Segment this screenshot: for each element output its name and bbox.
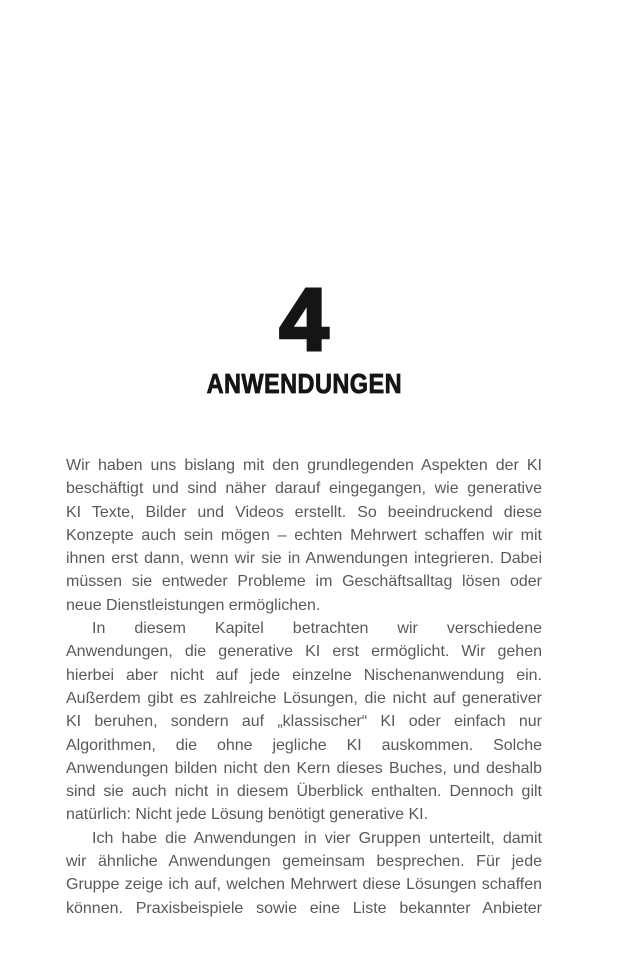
text-line: neue Dienstleistungen ermöglichen. bbox=[66, 596, 321, 614]
text-line: hierbei aber nicht auf jede einzelne Nischenanwendung ein. bbox=[66, 666, 542, 684]
chapter-title-text: ANWENDUNGEN bbox=[206, 368, 402, 399]
text-line: können. Praxisbeispiele sowie eine Liste bekannter Anbieter bbox=[66, 899, 542, 917]
body-text bbox=[66, 454, 542, 920]
text-line: KI beruhen, sondern auf „klassischer“ KI oder einfach nur bbox=[66, 713, 542, 731]
text-line: Anwendungen, die generative KI erst ermöglicht. Wir gehen bbox=[66, 643, 542, 661]
text-line: Anwendungen bilden nicht den Kern dieses Buches, und deshalb bbox=[66, 759, 542, 777]
text-line: wir ähnliche Anwendungen gemeinsam besprechen. Für jede bbox=[66, 853, 542, 871]
text-line: beschäftigt und sind näher darauf eingegangen, wie generative bbox=[66, 480, 542, 498]
chapter-number: 4 bbox=[279, 270, 329, 369]
text-line: KI Texte, Bilder und Videos erstellt. So beeindruckend diese bbox=[66, 503, 542, 521]
text-line: sind sie auch nicht in diesem Überblick enthalten. Dennoch gilt bbox=[66, 783, 542, 801]
text-line: Algorithmen, die ohne jegliche KI auskommen. Solche bbox=[66, 736, 542, 754]
text-line: In diesem Kapitel betrachten wir verschiedene bbox=[92, 620, 542, 638]
text-line: natürlich: Nicht jede Lösung benötigt generative KI. bbox=[66, 806, 429, 824]
text-line: Wir haben uns bislang mit den grundlegenden Aspekten der KI bbox=[66, 457, 542, 474]
text-line: Ich habe die Anwendungen in vier Gruppen unterteilt, damit bbox=[92, 829, 542, 847]
text-line: müssen sie entweder Probleme im Geschäftsalltag lösen oder bbox=[66, 573, 542, 591]
text-line: Konzepte auch sein mögen – echten Mehrwert schaffen wir mit bbox=[66, 526, 542, 544]
text-line: ihnen erst dann, wenn wir sie in Anwendungen integrieren. Dabei bbox=[66, 550, 542, 568]
chapter-title bbox=[66, 370, 542, 398]
text-line: Gruppe zeige ich auf, welchen Mehrwert diese Lösungen schaffen bbox=[66, 876, 542, 894]
text-line: Außerdem gibt es zahlreiche Lösungen, die nicht auf generativer bbox=[66, 689, 542, 707]
